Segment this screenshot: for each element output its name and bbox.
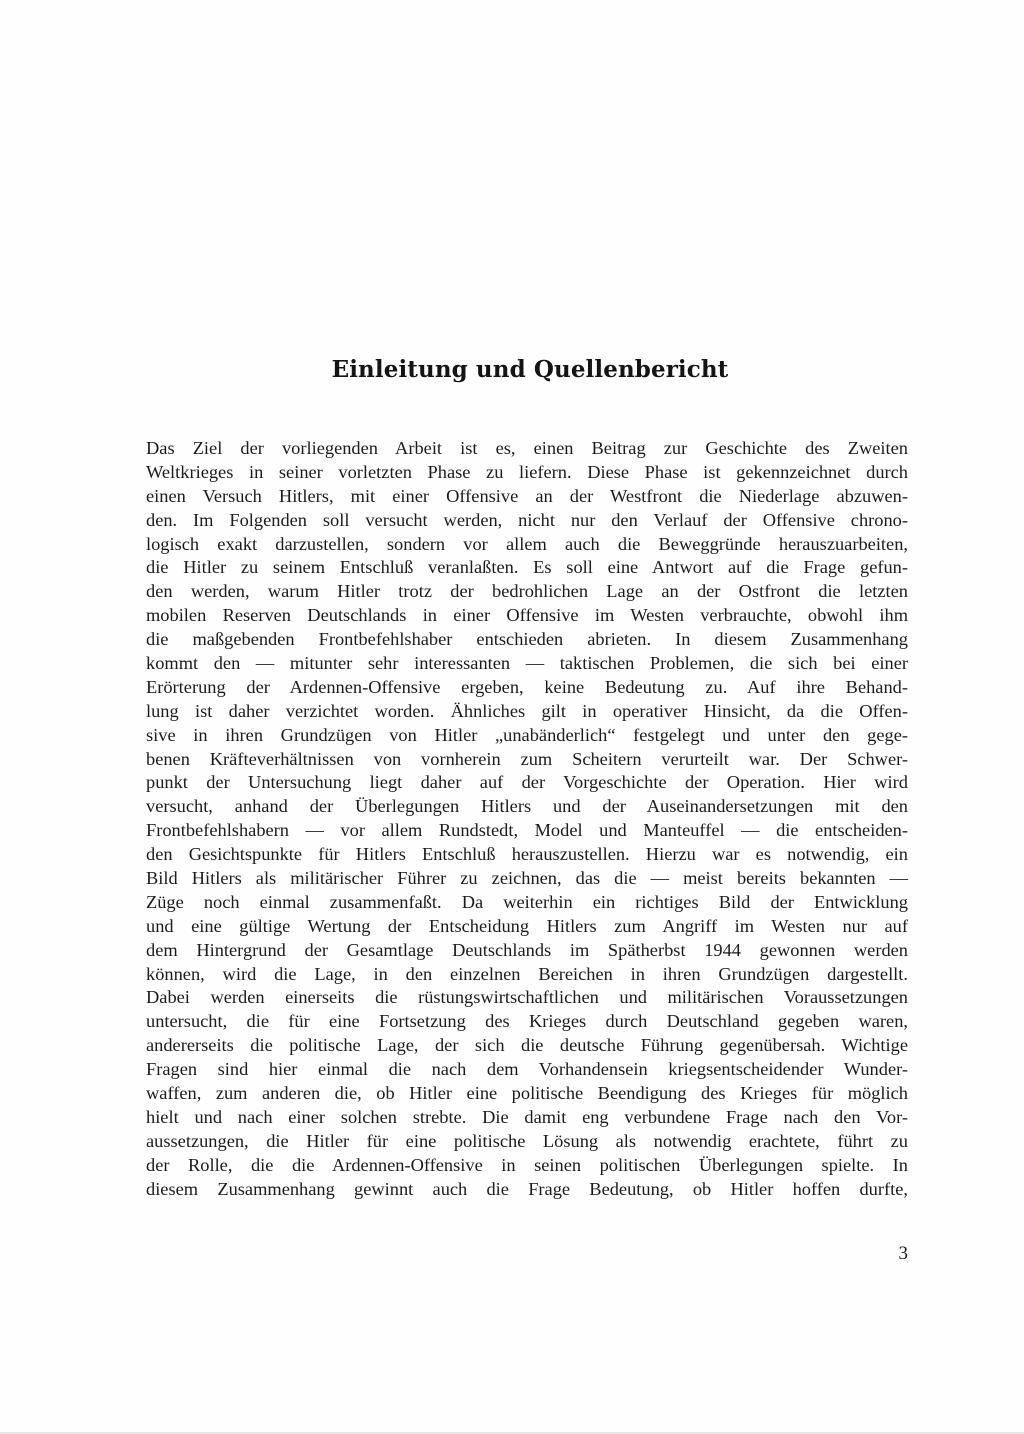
text-line: den Gesichtspunkte für Hitlers Entschluß herauszustellen. Hierzu war es notwendig, ein (146, 844, 908, 865)
text-line: Erörterung der Ardennen-Offensive ergeben, keine Bedeutung zu. Auf ihre Behand- (146, 676, 908, 697)
text-line: versucht, anhand der Überlegungen Hitlers und der Auseinandersetzungen mit den (146, 796, 908, 817)
text-line: Dabei werden einerseits die rüstungswirtschaftlichen und militärischen Voraussetzungen (146, 987, 908, 1008)
text-line: Züge noch einmal zusammenfaßt. Da weiterhin ein richtiges Bild der Entwicklung (146, 891, 908, 912)
text-line: hielt und nach einer solchen strebte. Die damit eng verbundene Frage nach den Vor- (146, 1106, 908, 1127)
text-line: aussetzungen, die Hitler für eine politische Lösung als notwendig erachtete, führt zu (146, 1130, 908, 1151)
text-line: untersucht, die für eine Fortsetzung des Krieges durch Deutschland gegeben waren, (146, 1011, 908, 1032)
text-line: diesem Zusammenhang gewinnt auch die Frage Bedeutung, ob Hitler hoffen durfte, (146, 1178, 908, 1199)
text-line: einen Versuch Hitlers, mit einer Offensive an der Westfront die Niederlage abzuwen- (146, 485, 908, 506)
text-line: kommt den — mitunter sehr interessanten — taktischen Problemen, die sich bei einer (146, 653, 908, 674)
text-line: Fragen sind hier einmal die nach dem Vorhandensein kriegsentscheidender Wunder- (146, 1059, 908, 1080)
text-line: dem Hintergrund der Gesamtlage Deutschlands im Spätherbst 1944 gewonnen werden (146, 939, 908, 960)
text-line: andererseits die politische Lage, der sich die deutsche Führung gegenübersah. Wichtige (146, 1035, 908, 1056)
text-line: waffen, zum anderen die, ob Hitler eine politische Beendigung des Krieges für möglich (146, 1083, 908, 1104)
text-line: benen Kräfteverhältnissen von vornherein zum Scheitern verurteilt war. Der Schwer- (146, 748, 908, 769)
text-line: Weltkrieges in seiner vorletzten Phase zu liefern. Diese Phase ist gekennzeichnet durch (146, 461, 908, 482)
text-line: die Hitler zu seinem Entschluß veranlaßten. Es soll eine Antwort auf die Frage gefun- (146, 557, 908, 578)
text-line: Das Ziel der vorliegenden Arbeit ist es, einen Beitrag zur Geschichte des Zweiten (146, 438, 908, 458)
text-line: können, wird die Lage, in den einzelnen Bereichen in ihren Grundzügen dargestellt. (146, 963, 908, 984)
text-line: der Rolle, die die Ardennen-Offensive in seinen politischen Überlegungen spielte. In (146, 1154, 908, 1175)
text-line: mobilen Reserven Deutschlands in einer Offensive im Westen verbrauchte, obwohl ihm (146, 605, 908, 626)
text-line: den werden, warum Hitler trotz der bedrohlichen Lage an der Ostfront die letzten (146, 581, 908, 602)
text-line: sive in ihren Grundzügen von Hitler „unabänderlich“ festgelegt und unter den gege- (146, 724, 908, 745)
text-line: den. Im Folgenden soll versucht werden, nicht nur den Verlauf der Offensive chrono- (146, 509, 908, 530)
text-line: Frontbefehlshabern — vor allem Rundstedt, Model und Manteuffel — die entscheiden- (146, 820, 908, 841)
chapter-title: Einleitung und Quellenbericht (331, 356, 729, 383)
text-line: die maßgebenden Frontbefehlshaber entschieden abrieten. In diesem Zusammenhang (146, 629, 908, 650)
page-number: 3 (898, 1243, 908, 1264)
text-line: und eine gültige Wertung der Entscheidung Hitlers zum Angriff im Westen nur auf (146, 915, 908, 936)
text-line: Bild Hitlers als militärischer Führer zu zeichnen, das die — meist bereits bekannten — (146, 868, 908, 889)
body-paragraph (146, 437, 908, 1202)
text-line: lung ist daher verzichtet worden. Ähnliches gilt in operativer Hinsicht, da die Offen- (146, 700, 908, 721)
text-line: punkt der Untersuchung liegt daher auf der Vorgeschichte der Operation. Hier wird (146, 772, 908, 793)
text-line: logisch exakt darzustellen, sondern vor allem auch die Beweggründe herauszuarbeiten, (146, 533, 908, 554)
